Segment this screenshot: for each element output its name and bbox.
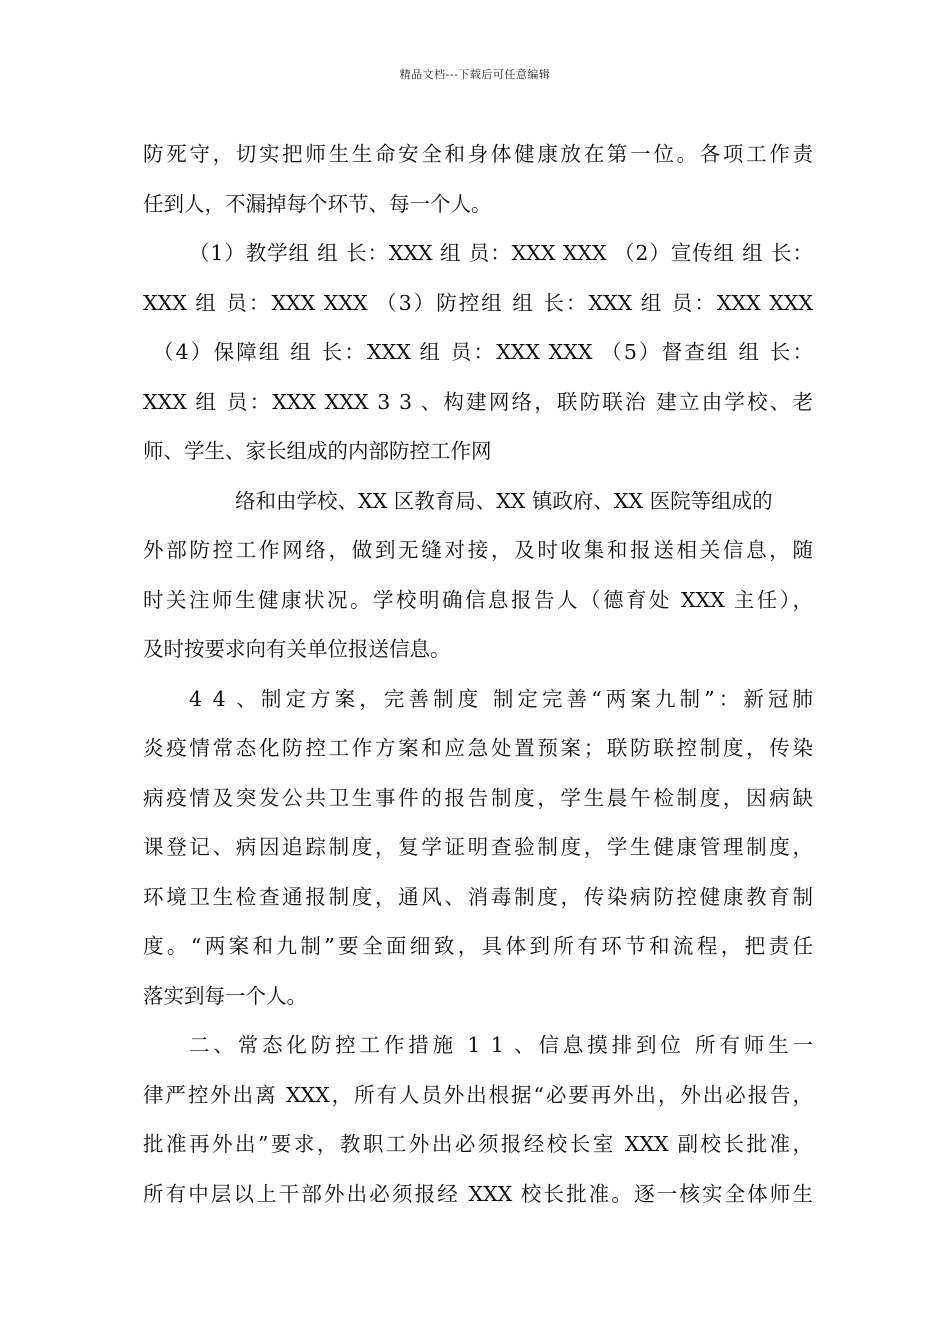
- body-line: 时关注师生健康状况。学校明确信息报告人（德育处 XXX 主任），: [143, 587, 813, 612]
- body-line: 二、常态化防控工作措施 1 1 、信息摸排到位 所有师生一: [189, 1033, 813, 1057]
- body-line: 师、学生、家长组成的内部防控工作网: [143, 439, 492, 463]
- page-header: 精品文档---下载后可任意编辑: [399, 68, 551, 81]
- document-body: [143, 130, 813, 1219]
- body-line: 防死守，切实把师生生命安全和身体健康放在第一位。各项工作责: [143, 142, 813, 166]
- body-line: 外部防控工作网络，做到无缝对接，及时收集和报送相关信息，随: [143, 538, 813, 562]
- body-line: 课登记、病因追踪制度，复学证明查验制度，学生健康管理制度，: [143, 835, 813, 859]
- body-line: 落实到每一个人。: [143, 983, 307, 1008]
- body-line: 律严控外出离 XXX，所有人员外出根据“必要再外出，外出必报告，: [143, 1082, 813, 1107]
- body-line: XXX 组 员：XXX XXX 3 3 、构建网络，联防联治 建立由学校、老: [143, 389, 813, 414]
- body-line: XXX 组 员：XXX XXX （3）防控组 组 长：XXX 组 员：XXX XXX: [143, 290, 813, 315]
- body-line: 度。“两案和九制”要全面细致，具体到所有环节和流程，把责任: [143, 934, 813, 958]
- body-line: 环境卫生检查通报制度，通风、消毒制度，传染病防控健康教育制: [143, 884, 813, 909]
- body-line: 病疫情及突发公共卫生事件的报告制度，学生晨午检制度，因病缺: [143, 785, 813, 810]
- body-line: （1）教学组 组 长：XXX 组 员：XXX XXX （2）宣传组 组 长：: [189, 241, 813, 265]
- body-line: 4 4 、制定方案，完善制度 制定完善“两案九制”：新冠肺: [189, 686, 813, 711]
- body-line: 络和由学校、XX 区教育局、XX 镇政府、XX 医院等组成的: [235, 488, 773, 513]
- body-line: （4）保障组 组 长：XXX 组 员：XXX XXX （5）督查组 组 长：: [153, 340, 813, 364]
- body-line: 批准再外出”要求，教职工外出必须报经校长室 XXX 副校长批准，: [143, 1132, 813, 1156]
- body-line: 所有中层以上干部外出必须报经 XXX 校长批准。逐一核实全体师生: [143, 1181, 813, 1206]
- body-line: 炎疫情常态化防控工作方案和应急处置预案；联防联控制度，传染: [143, 736, 813, 760]
- body-line: 及时按要求向有关单位报送信息。: [143, 637, 451, 661]
- body-line: 任到人，不漏掉每个环节、每一个人。: [143, 191, 492, 216]
